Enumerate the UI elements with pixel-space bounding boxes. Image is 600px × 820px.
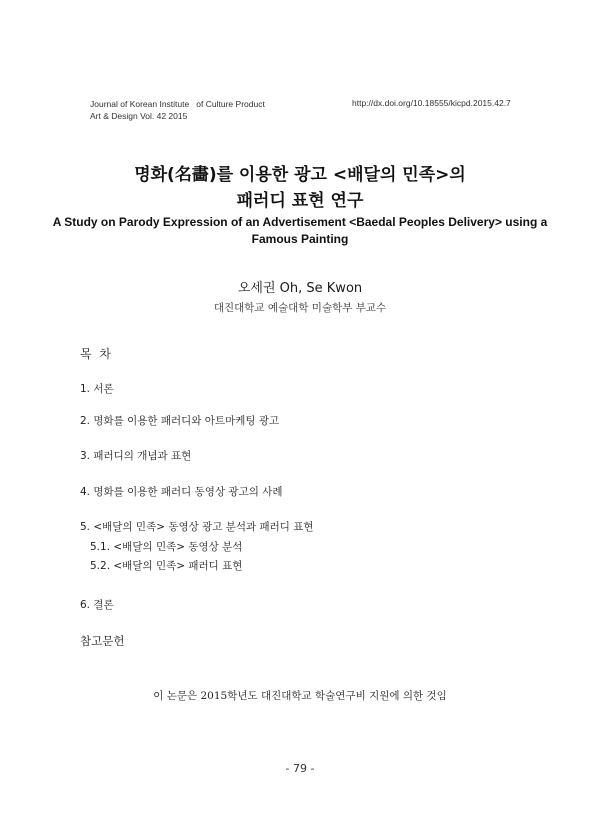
toc-item-5[interactable]: 5. <배달의 민족> 동영상 광고 분석과 패러디 표현	[80, 521, 314, 533]
author-affiliation: 대진대학교 예술대학 미술학부 부교수	[213, 302, 387, 314]
title-korean-line2: 패러디 표현 연구	[236, 191, 364, 211]
journal-name: Journal of Korean Institute of Culture Product	[90, 99, 265, 109]
title-part1: 명화(	[134, 165, 175, 185]
title-part2: )를 이용한 광고 <배달의 민족>의	[208, 165, 466, 185]
funding-note: 이 논문은 2015학년도 대진대학교 학술연구비 지원에 의한 것임	[153, 690, 447, 702]
toc-subitem-5-1[interactable]: 5.1. <배달의 민족> 동영상 분석	[90, 541, 243, 553]
toc-item-6[interactable]: 6. 결론	[80, 599, 114, 611]
title-english-line1: A Study on Parody Expression of an Advertisement <Baedal Peoples Delivery> using a	[52, 215, 548, 229]
journal-info	[90, 98, 265, 122]
toc-heading: 목 차	[80, 347, 113, 361]
title-english-line2: Famous Painting	[251, 232, 349, 246]
toc-item-1[interactable]: 1. 서론	[80, 383, 114, 395]
author-name: 오세권 Oh, Se Kwon	[237, 281, 363, 296]
title-korean-line1	[0, 160, 600, 185]
doi-link[interactable]: http://dx.doi.org/10.18555/kicpd.2015.42.7	[352, 98, 511, 108]
journal-volume: Art & Design Vol. 42 2015	[90, 111, 188, 121]
toc-subitem-5-2[interactable]: 5.2. <배달의 민족> 패러디 표현	[90, 560, 243, 572]
title-hanja: 名畵	[174, 165, 209, 185]
toc-item-2[interactable]: 2. 명화를 이용한 패러디와 아트마케팅 광고	[80, 415, 280, 427]
page-number: - 79 -	[285, 762, 315, 775]
toc-item-4[interactable]: 4. 명화를 이용한 패러디 동영상 광고의 사례	[80, 486, 283, 498]
toc-references[interactable]: 참고문헌	[80, 634, 125, 648]
toc-item-3[interactable]: 3. 패러디의 개념과 표현	[80, 450, 192, 462]
